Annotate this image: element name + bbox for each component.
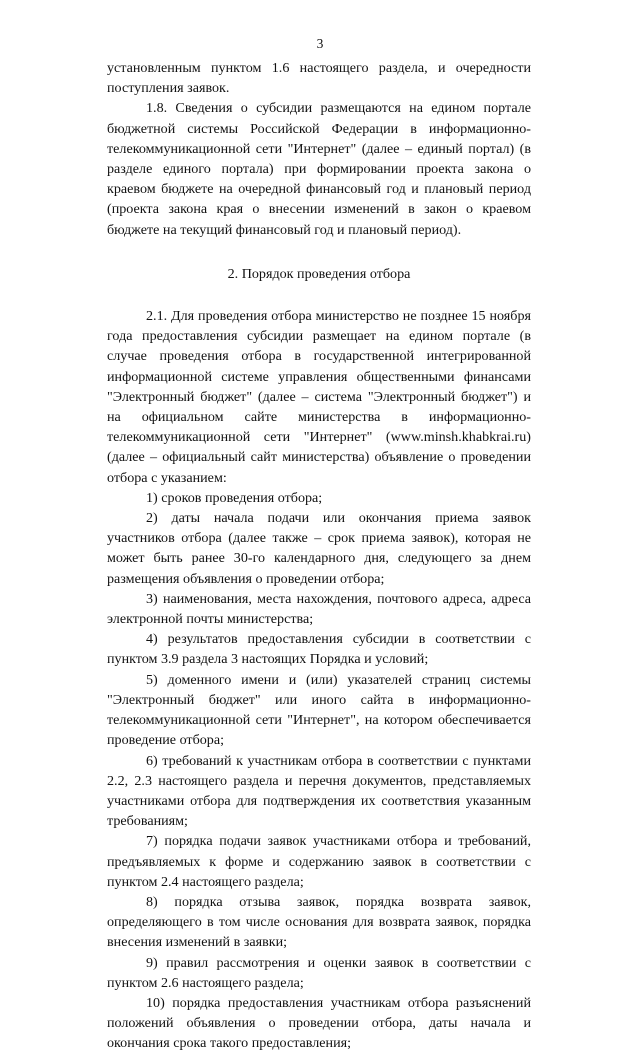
list-item-6: 6) требований к участникам отбора в соответствии с пунктами 2.2, 2.3 настоящего раздела и перечня документов, представляемых участниками отбора для подтверждения их соответствия указанным требованиям; — [107, 752, 531, 830]
section-heading: 2. Порядок проведения отбора — [227, 265, 411, 282]
document-body — [107, 58, 531, 1054]
page-number: 3 — [316, 36, 324, 51]
paragraph-2-1: 2.1. Для проведения отбора министерство не позднее 15 ноября года предоставления субсидии размещает на едином портале (в случае проведения отбора в государственной интегрированной информационной системе управления общественными финансами "Электронный бюджет" (далее – система "Электронный бюджет") и на официальном сайте министерства в информационно-телекоммуникационной сети "Интернет" (www.minsh.khabkrai.ru) (далее – официальный сайт министерства) объявление о проведении отбора с указанием: — [107, 308, 531, 486]
list-item-3: 3) наименования, места нахождения, почтового адреса, адреса электронной почты министерства; — [107, 590, 531, 628]
paragraph-1-8: 1.8. Сведения о субсидии размещаются на едином портале бюджетной системы Российской Федерации в информационно-телекоммуникационной сети "Интернет" (далее – единый портал) (в разделе единого портала) при формировании проекта закона о краевом бюджете на очередной финансовый год и плановый период (проекта закона края о внесении изменений в закон о краевом бюджете на текущий финансовый год и плановый период). — [107, 100, 531, 238]
list-item-4: 4) результатов предоставления субсидии в соответствии с пунктом 3.9 раздела 3 настоящих Порядка и условий; — [107, 631, 531, 668]
list-item-7: 7) порядка подачи заявок участниками отбора и требований, предъявляемых к форме и содержанию заявок в соответствии с пунктом 2.4 настоящего раздела; — [107, 833, 531, 890]
list-item-5: 5) доменного имени и (или) указателей страниц системы "Электронный бюджет" или иного сайта в информационно-телекоммуникационной сети "Интернет", на котором обеспечивается проведение отбора; — [107, 671, 531, 749]
list-item-1: 1) сроков проведения отбора; — [146, 489, 323, 506]
paragraph-continuation: установленным пунктом 1.6 настоящего раздела, и очередности поступления заявок. — [107, 60, 531, 97]
list-item-2: 2) даты начала подачи или окончания приема заявок участников отбора (далее также – срок приема заявок), которая не может быть ранее 30-го календарного дня, следующего за днем размещения объявления о проведении отбора; — [107, 510, 531, 587]
list-item-8: 8) порядка отзыва заявок, порядка возврата заявок, определяющего в том числе основания для возврата заявок, порядка внесения изменений в заявки; — [107, 893, 531, 951]
list-item-10: 10) порядка предоставления участникам отбора разъяснений положений объявления о проведении отбора, даты начала и окончания срока такого предоставления; — [107, 994, 531, 1052]
list-item-9: 9) правил рассмотрения и оценки заявок в соответствии с пунктом 2.6 настоящего раздела; — [107, 954, 531, 991]
